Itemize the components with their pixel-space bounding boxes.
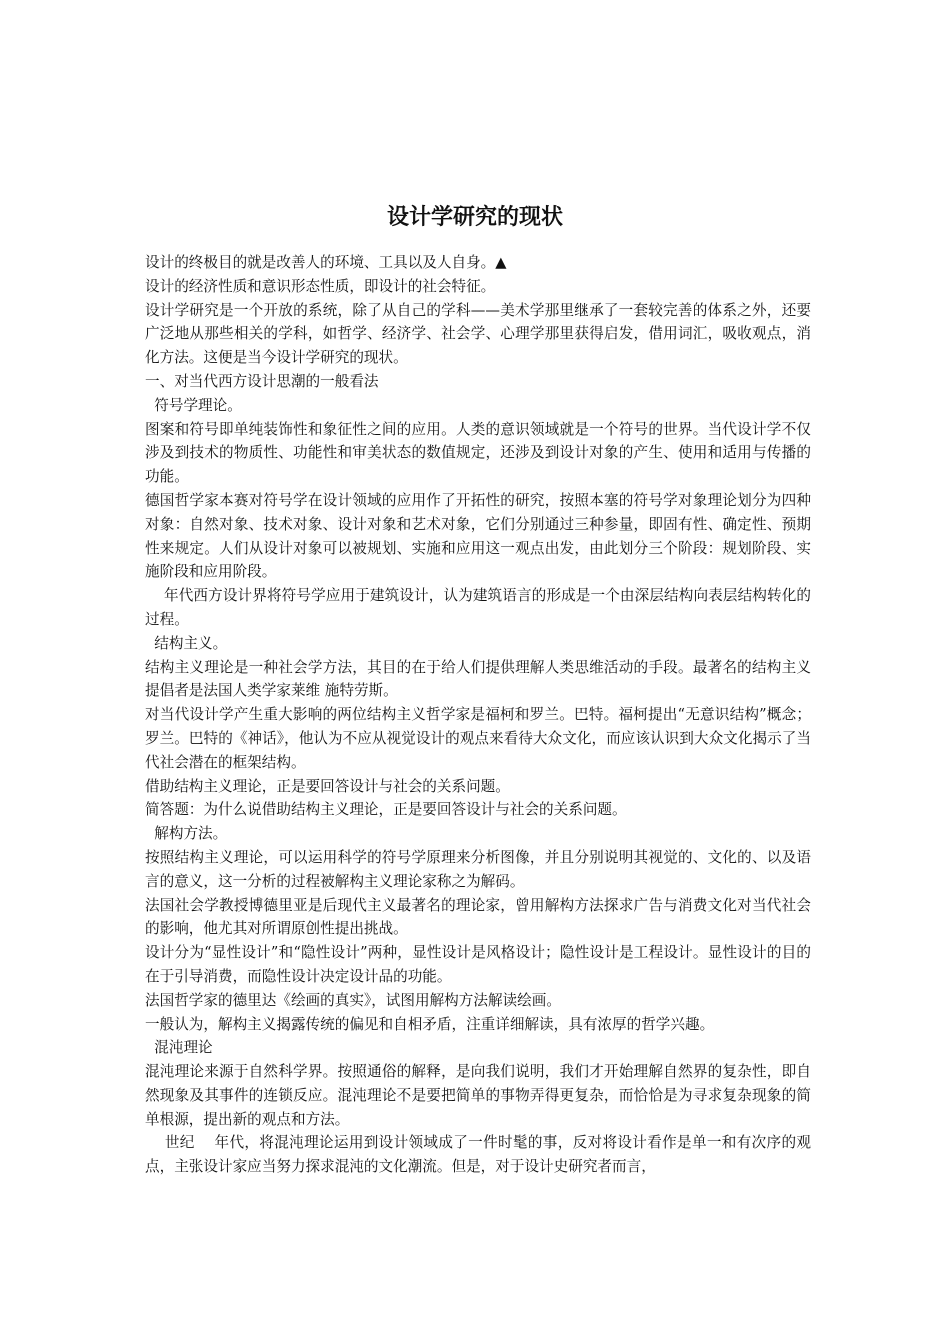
paragraph: 按照结构主义理论，可以运用科学的符号学原理来分析图像，并且分别说明其视觉的、文化的、以及语言的意义，这一分析的过程被解构主义理论家称之为解码。 <box>145 848 811 890</box>
paragraph: 设计学研究是一个开放的系统，除了从自己的学科——美术学那里继承了一套较完善的体系之外，还要广泛地从那些相关的学科，如哲学、经济学、社会学、心理学那里获得启发，借用词汇，吸收观点，消化方法。这便是当今设计学研究的现状。 <box>145 301 811 367</box>
subsection-heading: 混沌理论 <box>145 1039 213 1057</box>
paragraph: 法国社会学教授博德里亚是后现代主义最著名的理论家，曾用解构方法探求广告与消费文化对当代社会的影响，他尤其对所谓原创性提出挑战。 <box>145 896 811 938</box>
paragraph: 图案和符号即单纯装饰性和象征性之间的应用。人类的意识领域就是一个符号的世界。当代设计学不仅涉及到技术的物质性、功能性和审美状态的数值规定，还涉及到设计对象的产生、使用和适用与传播的功能。 <box>145 420 811 486</box>
paragraph: 设计的经济性质和意识形态性质，即设计的社会特征。 <box>145 277 496 295</box>
subsection-heading: 结构主义。 <box>145 634 228 652</box>
subsection-heading: 符号学理论。 <box>145 396 242 414</box>
section-heading: 一、对当代西方设计思潮的一般看法 <box>145 372 379 390</box>
document-title: 设计学研究的现状 <box>386 204 563 230</box>
paragraph: 一般认为，解构主义揭露传统的偏见和自相矛盾，注重详细解读，具有浓厚的哲学兴趣。 <box>145 1015 715 1033</box>
paragraph: 法国哲学家的德里达《绘画的真实》，试图用解构方法解读绘画。 <box>145 991 561 1009</box>
paragraph: 年代西方设计界将符号学应用于建筑设计，认为建筑语言的形成是一个由深层结构向表层结构转化的过程。 <box>145 587 811 628</box>
subsection-heading: 解构方法。 <box>145 825 228 843</box>
document-body <box>145 251 811 1179</box>
paragraph: 混沌理论来源于自然科学界。按照通俗的解释，是向我们说明，我们才开始理解自然界的复杂性，即自然现象及其事件的连锁反应。混沌理论不是要把简单的事物弄得更复杂，而恰恰是为寻求复杂现象的简单根源，提出新的观点和方法。 <box>145 1063 811 1128</box>
paragraph: 德国哲学家本赛对符号学在设计领域的应用作了开拓性的研究，按照本塞的符号学对象理论划分为四种对象：自然对象、技术对象、设计对象和艺术对象，它们分别通过三种参量，即固有性、确定性、预期性来规定。人们从设计对象可以被规划、实施和应用这一观点出发，由此划分三个阶段：规划阶段、实施阶段和应用阶段。 <box>145 491 811 581</box>
paragraph: 简答题：为什么说借助结构主义理论，正是要回答设计与社会的关系问题。 <box>145 801 627 819</box>
paragraph: 设计的终极目的就是改善人的环境、工具以及人自身。▲ <box>145 254 507 271</box>
paragraph: 对当代设计学产生重大影响的两位结构主义哲学家是福柯和罗兰。巴特。福柯提出“无意识结构”概念；罗兰。巴特的《神话》，他认为不应从视觉设计的观点来看待大众文化，而应该认识到大众文化揭示了当代社会潜在的框架结构。 <box>145 706 811 771</box>
paragraph: 借助结构主义理论，正是要回答设计与社会的关系问题。 <box>145 777 510 795</box>
paragraph: 世纪 年代，将混沌理论运用到设计领域成了一件时髦的事，反对将设计看作是单一和有次序的观点，主张设计家应当努力探求混沌的文化潮流。但是，对于设计史研究者而言， <box>145 1134 811 1176</box>
paragraph: 结构主义理论是一种社会学方法，其目的在于给人们提供理解人类思维活动的手段。最著名的结构主义提倡者是法国人类学家莱维 施特劳斯。 <box>145 658 811 700</box>
paragraph: 设计分为“显性设计”和“隐性设计”两种，显性设计是风格设计；隐性设计是工程设计。显性设计的目的在于引导消费，而隐性设计决定设计品的功能。 <box>145 944 811 985</box>
